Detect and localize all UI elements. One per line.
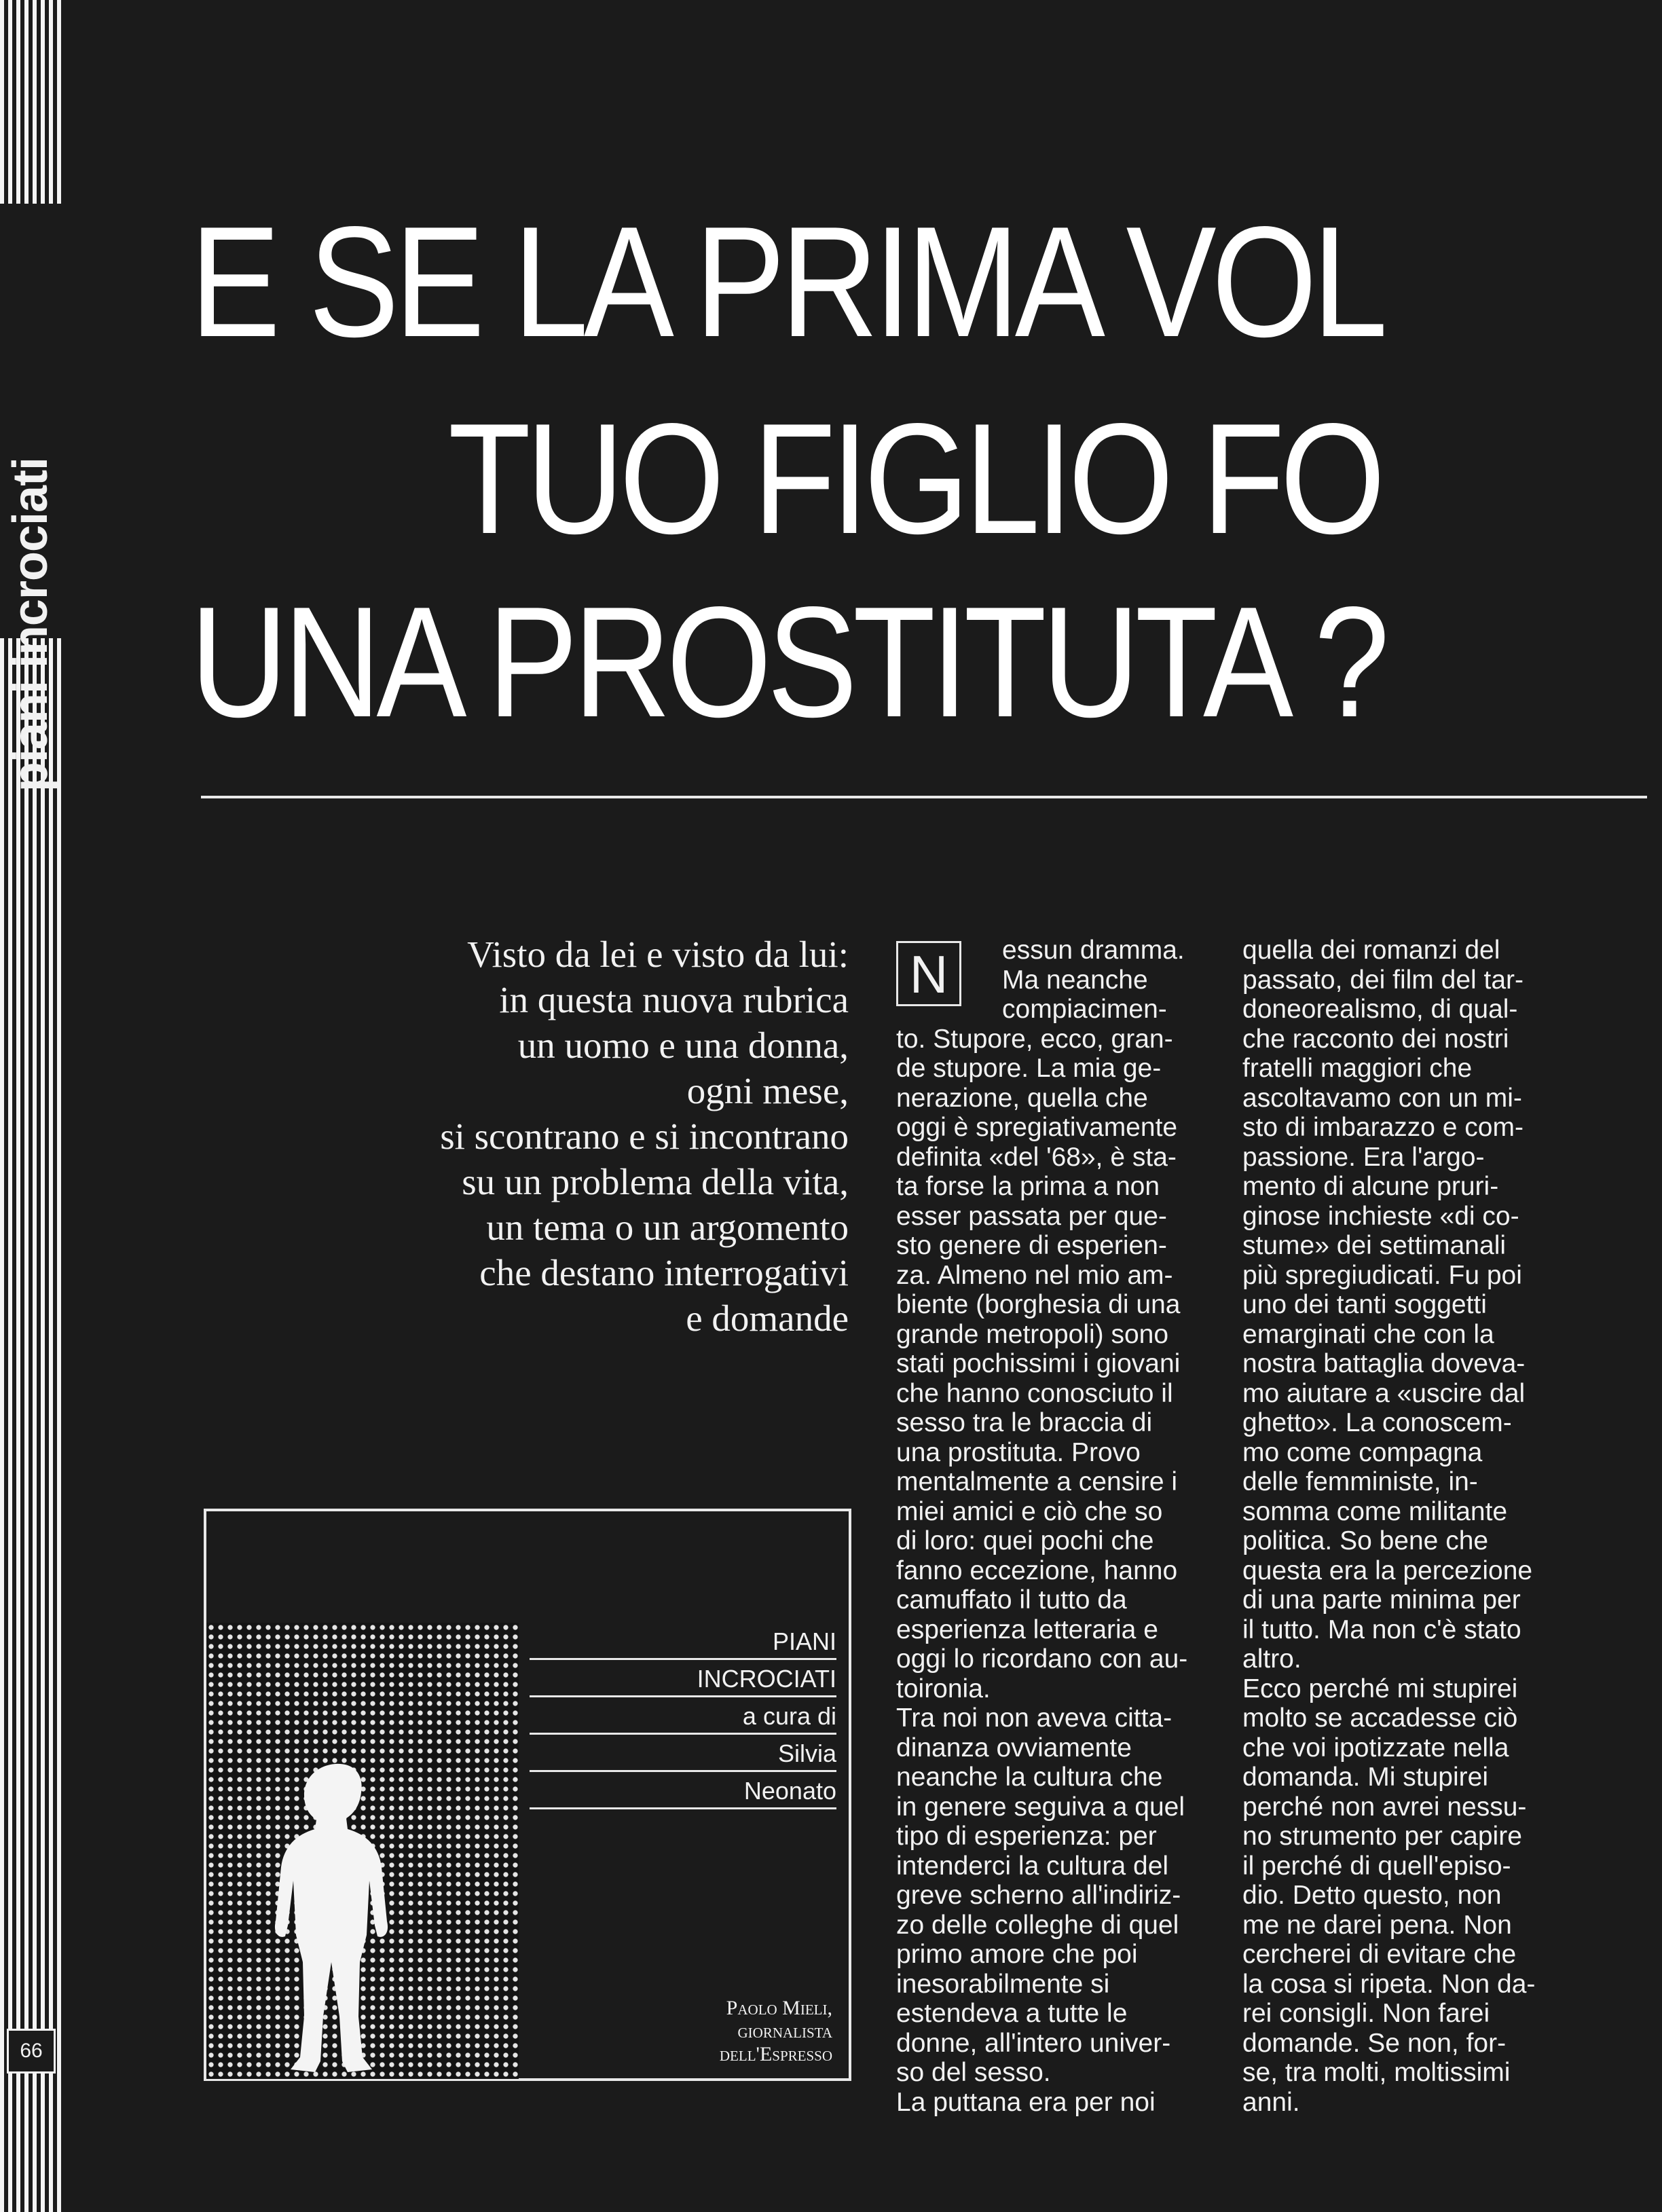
- text-line: biente (borghesia di una: [896, 1290, 1181, 1319]
- credit-line: Silvia: [530, 1735, 836, 1772]
- text-line: definita «del '68», è sta-: [896, 1142, 1177, 1172]
- intro-line: un tema o un argomento: [486, 1206, 849, 1248]
- text-line: ascoltavamo con un mi-: [1242, 1083, 1522, 1113]
- text-line: politica. So bene che: [1242, 1526, 1489, 1555]
- text-line: neanche la cultura che: [896, 1763, 1163, 1792]
- section-label: piani incrociati: [3, 457, 58, 792]
- text-line: in genere seguiva a quel: [896, 1792, 1185, 1822]
- text-line: Ma neanche: [1002, 965, 1148, 995]
- article-column-1: [896, 936, 1208, 2117]
- byline-line: giornalista: [737, 2020, 832, 2042]
- text-line: delle femministe, in-: [1242, 1467, 1478, 1496]
- text-line: doneorealismo, di qual-: [1242, 995, 1518, 1024]
- text-line: greve scherno all'indiriz-: [896, 1881, 1181, 1910]
- text-line: stati pochissimi i giovani: [896, 1349, 1181, 1378]
- headline-divider: [201, 796, 1647, 798]
- page-number: 66: [7, 2029, 56, 2073]
- text-line: me ne darei pena. Non: [1242, 1910, 1512, 1940]
- text-line: passione. Era l'argo-: [1242, 1142, 1485, 1172]
- text-line: toironia.: [896, 1674, 991, 1703]
- intro-line: si scontrano e si incontrano: [440, 1116, 849, 1157]
- text-line: zo delle colleghe di quel: [896, 1910, 1179, 1940]
- text-line: mo come compagna: [1242, 1437, 1483, 1467]
- headline-line-2: TUO FIGLIO FO: [448, 391, 1381, 567]
- intro-line: in questa nuova rubrica: [499, 979, 849, 1020]
- article-column-2: [1242, 936, 1575, 2117]
- text-line: anni.: [1242, 2087, 1300, 2117]
- headline-line-3: UNA PROSTITUTA ?: [190, 574, 1385, 750]
- text-line: sto genere di esperien-: [896, 1231, 1167, 1260]
- text-line: inesorabilmente si: [896, 1969, 1110, 1999]
- text-line: somma come militante: [1242, 1496, 1508, 1526]
- credit-line: a cura di: [530, 1697, 836, 1735]
- text-line: donne, all'intero univer-: [896, 2028, 1171, 2058]
- text-line: esperienza letteraria e: [896, 1615, 1158, 1644]
- text-line: più spregiudicati. Fu poi: [1242, 1260, 1522, 1290]
- text-line: fanno eccezione, hanno: [896, 1555, 1178, 1585]
- text-line: quella dei romanzi del: [1242, 936, 1500, 965]
- text-line: so del sesso.: [896, 2058, 1051, 2087]
- intro-line: su un problema della vita,: [462, 1161, 849, 1202]
- text-line: perché non avrei nessu-: [1242, 1792, 1527, 1822]
- credit-line: INCROCIATI: [530, 1660, 836, 1697]
- author-box: [204, 1509, 851, 2081]
- text-line: fratelli maggiori che: [1242, 1054, 1473, 1083]
- text-line: il perché di quell'episo-: [1242, 1851, 1511, 1881]
- text-line: che voi ipotizzate nella: [1242, 1733, 1509, 1763]
- credit-line: PIANI: [530, 1623, 836, 1660]
- text-line: miei amici e ciò che so: [896, 1496, 1163, 1526]
- credits-block: [530, 1623, 836, 1809]
- text-line: Tra noi non aveva citta-: [896, 1703, 1172, 1733]
- text-line: mento di alcune pruri-: [1242, 1172, 1499, 1201]
- text-line: molto se accadesse ciò: [1242, 1703, 1518, 1733]
- text-line: rei consigli. Non farei: [1242, 1999, 1490, 2028]
- text-line: la cosa si ripeta. Non da-: [1242, 1969, 1536, 1999]
- man-silhouette-illustration: [234, 1758, 410, 2078]
- text-line: di una parte minima per: [1242, 1585, 1521, 1615]
- text-line: che hanno conosciuto il: [896, 1378, 1173, 1408]
- intro-line: Visto da lei e visto da lui:: [467, 934, 849, 975]
- intro-text: [238, 932, 849, 1341]
- text-line: domande. Se non, for-: [1242, 2028, 1507, 2058]
- author-byline: [720, 1997, 832, 2066]
- text-line: altro.: [1242, 1644, 1301, 1674]
- byline-line: dell'Espresso: [719, 2043, 832, 2065]
- text-line: mo aiutare a «uscire dal: [1242, 1378, 1526, 1408]
- text-line: nerazione, quella che: [896, 1083, 1148, 1113]
- intro-line: ogni mese,: [686, 1070, 849, 1111]
- text-line: che racconto dei nostri: [1242, 1024, 1509, 1054]
- text-line: compiacimen-: [1002, 995, 1167, 1024]
- text-line: se, tra molti, moltissimi: [1242, 2058, 1511, 2087]
- text-line: ginose inchieste «di co-: [1242, 1201, 1519, 1231]
- text-line: sesso tra le braccia di: [896, 1408, 1153, 1437]
- text-line: no strumento per capire: [1242, 1822, 1522, 1851]
- intro-line: un uomo e una donna,: [517, 1025, 849, 1066]
- text-line: za. Almeno nel mio am-: [896, 1260, 1173, 1290]
- credit-line: Neonato: [530, 1772, 836, 1809]
- text-line: stume» dei settimanali: [1242, 1231, 1507, 1260]
- text-line: to. Stupore, ecco, gran-: [896, 1024, 1173, 1054]
- dotted-panel: [206, 1623, 519, 2079]
- text-line: uno dei tanti soggetti: [1242, 1290, 1487, 1319]
- text-line: ghetto». La conoscem-: [1242, 1408, 1512, 1437]
- text-line: tipo di esperienza: per: [896, 1822, 1157, 1851]
- text-line: oggi lo ricordano con au-: [896, 1644, 1188, 1674]
- text-line: de stupore. La mia ge-: [896, 1054, 1162, 1083]
- headline-line-1: E SE LA PRIMA VOL: [190, 194, 1384, 370]
- text-line: dinanza ovviamente: [896, 1733, 1132, 1763]
- text-line: estendeva a tutte le: [896, 1999, 1128, 2028]
- byline-line: Paolo Mieli,: [726, 1997, 832, 2019]
- text-line: ta forse la prima a non: [896, 1172, 1160, 1201]
- text-line: camuffato il tutto da: [896, 1585, 1127, 1615]
- text-line: questa era la percezione: [1242, 1555, 1533, 1585]
- text-line: intenderci la cultura del: [896, 1851, 1169, 1881]
- text-line: nostra battaglia doveva-: [1242, 1349, 1526, 1378]
- text-line: domanda. Mi stupirei: [1242, 1763, 1489, 1792]
- section-tab: [0, 204, 61, 792]
- text-line: grande metropoli) sono: [896, 1319, 1169, 1349]
- intro-line: e domande: [686, 1297, 849, 1339]
- text-line: dio. Detto questo, non: [1242, 1881, 1502, 1910]
- drop-cap: N: [896, 941, 961, 1006]
- text-line: una prostituta. Provo: [896, 1437, 1141, 1467]
- text-line: La puttana era per noi: [896, 2087, 1156, 2117]
- text-line: oggi è spregiativamente: [896, 1113, 1178, 1142]
- text-line: emarginati che con la: [1242, 1319, 1494, 1349]
- text-line: cercherei di evitare che: [1242, 1940, 1517, 1969]
- text-line: passato, dei film del tar-: [1242, 965, 1524, 995]
- text-line: mentalmente a censire i: [896, 1467, 1178, 1496]
- text-line: sto di imbarazzo e com-: [1242, 1113, 1524, 1142]
- text-line: esser passata per que-: [896, 1201, 1167, 1231]
- text-line: Ecco perché mi stupirei: [1242, 1674, 1518, 1703]
- text-line: di loro: quei pochi che: [896, 1526, 1154, 1555]
- text-line: essun dramma.: [1002, 936, 1185, 965]
- text-line: primo amore che poi: [896, 1940, 1138, 1969]
- text-line: il tutto. Ma non c'è stato: [1242, 1615, 1521, 1644]
- intro-line: che destano interrogativi: [479, 1252, 849, 1293]
